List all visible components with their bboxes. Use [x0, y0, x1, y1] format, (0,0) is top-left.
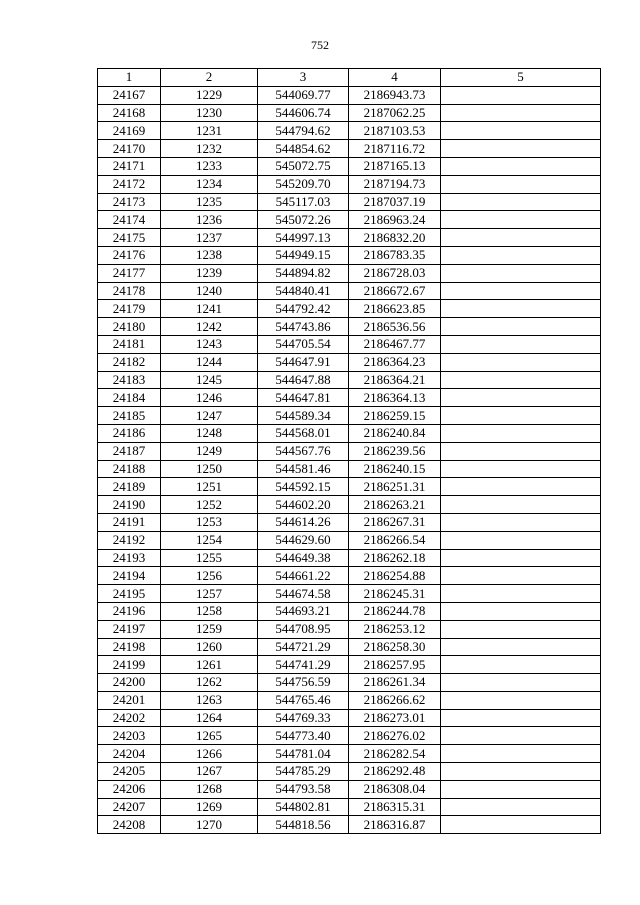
- table-cell: 24200: [98, 674, 161, 692]
- table-cell: 2186308.04: [349, 780, 441, 798]
- table-cell: 24182: [98, 353, 161, 371]
- table-cell: [441, 780, 601, 798]
- table-row: [98, 531, 601, 549]
- table-row: [98, 709, 601, 727]
- table-cell: 2186364.13: [349, 389, 441, 407]
- table-cell: 544592.15: [258, 478, 349, 496]
- table-row: [98, 460, 601, 478]
- table-cell: 2186364.23: [349, 353, 441, 371]
- table-cell: 544661.22: [258, 567, 349, 585]
- table-cell: 2186273.01: [349, 709, 441, 727]
- table-row: [98, 86, 601, 104]
- table-cell: 2186963.24: [349, 211, 441, 229]
- table-cell: [441, 674, 601, 692]
- table-cell: 2186282.54: [349, 745, 441, 763]
- table-cell: [441, 335, 601, 353]
- table-cell: 2186783.35: [349, 246, 441, 264]
- table-cell: 24191: [98, 513, 161, 531]
- table-cell: 544792.42: [258, 300, 349, 318]
- table-cell: [441, 567, 601, 585]
- table-cell: [441, 193, 601, 211]
- table-cell: 1250: [161, 460, 258, 478]
- table-cell: 2186316.87: [349, 816, 441, 834]
- table-cell: 24194: [98, 567, 161, 585]
- table-cell: 24198: [98, 638, 161, 656]
- table-cell: [441, 638, 601, 656]
- table-cell: 544741.29: [258, 656, 349, 674]
- table-row: [98, 602, 601, 620]
- table-cell: 2186261.34: [349, 674, 441, 692]
- table-cell: 24178: [98, 282, 161, 300]
- table-cell: 2186259.15: [349, 407, 441, 425]
- table-cell: 24199: [98, 656, 161, 674]
- table-row: [98, 335, 601, 353]
- table-cell: 544568.01: [258, 424, 349, 442]
- table-cell: 2186672.67: [349, 282, 441, 300]
- table-row: [98, 122, 601, 140]
- column-header: 4: [349, 69, 441, 87]
- table-cell: 2186258.30: [349, 638, 441, 656]
- table-cell: 2186245.31: [349, 585, 441, 603]
- table-cell: 544629.60: [258, 531, 349, 549]
- table-cell: 2186262.18: [349, 549, 441, 567]
- table-cell: 24189: [98, 478, 161, 496]
- table-cell: 544721.29: [258, 638, 349, 656]
- table-row: [98, 727, 601, 745]
- table-cell: 1239: [161, 264, 258, 282]
- table-cell: 2186266.62: [349, 691, 441, 709]
- table-cell: 1261: [161, 656, 258, 674]
- table-row: [98, 549, 601, 567]
- table-cell: 1240: [161, 282, 258, 300]
- table-row: [98, 193, 601, 211]
- table-cell: 1266: [161, 745, 258, 763]
- table-cell: 1248: [161, 424, 258, 442]
- table-row: [98, 638, 601, 656]
- table-row: [98, 424, 601, 442]
- table-cell: 2186251.31: [349, 478, 441, 496]
- table-cell: [441, 602, 601, 620]
- table-row: [98, 246, 601, 264]
- table-cell: 2186244.78: [349, 602, 441, 620]
- table-cell: 544840.41: [258, 282, 349, 300]
- table-cell: 24206: [98, 780, 161, 798]
- table-cell: 1263: [161, 691, 258, 709]
- table-cell: 544708.95: [258, 620, 349, 638]
- table-cell: 544802.81: [258, 798, 349, 816]
- table-row: [98, 478, 601, 496]
- table-row: [98, 620, 601, 638]
- table-cell: 1241: [161, 300, 258, 318]
- table-cell: [441, 407, 601, 425]
- table-cell: 544693.21: [258, 602, 349, 620]
- table-cell: 2186276.02: [349, 727, 441, 745]
- table-cell: 2186263.21: [349, 496, 441, 514]
- table-cell: 24177: [98, 264, 161, 282]
- table-cell: 2186267.31: [349, 513, 441, 531]
- table-cell: 544069.77: [258, 86, 349, 104]
- table-cell: 1230: [161, 104, 258, 122]
- table-cell: 1234: [161, 175, 258, 193]
- table-cell: 1247: [161, 407, 258, 425]
- table-cell: 545072.75: [258, 157, 349, 175]
- table-cell: 24183: [98, 371, 161, 389]
- table-cell: 24203: [98, 727, 161, 745]
- table-cell: 1257: [161, 585, 258, 603]
- table-cell: [441, 371, 601, 389]
- table-cell: [441, 816, 601, 834]
- table-cell: [441, 389, 601, 407]
- table-cell: [441, 585, 601, 603]
- table-cell: 1267: [161, 763, 258, 781]
- table-cell: 2186254.88: [349, 567, 441, 585]
- table-cell: 1252: [161, 496, 258, 514]
- table-cell: 1249: [161, 442, 258, 460]
- table-cell: [441, 140, 601, 158]
- table-cell: [441, 246, 601, 264]
- table-row: [98, 104, 601, 122]
- table-cell: 1251: [161, 478, 258, 496]
- column-header: 5: [441, 69, 601, 87]
- table-cell: 24204: [98, 745, 161, 763]
- table-body: [98, 86, 601, 833]
- table-cell: 2186467.77: [349, 335, 441, 353]
- table-row: [98, 300, 601, 318]
- table-row: [98, 674, 601, 692]
- table-cell: 2186943.73: [349, 86, 441, 104]
- table-cell: [441, 442, 601, 460]
- table-cell: [441, 175, 601, 193]
- table-cell: [441, 763, 601, 781]
- table-row: [98, 407, 601, 425]
- table-cell: [441, 424, 601, 442]
- table-cell: [441, 478, 601, 496]
- table-cell: 544756.59: [258, 674, 349, 692]
- table-cell: 24195: [98, 585, 161, 603]
- table-cell: 544589.34: [258, 407, 349, 425]
- table-cell: 544769.33: [258, 709, 349, 727]
- table-cell: 24169: [98, 122, 161, 140]
- table-row: [98, 691, 601, 709]
- table-cell: 544854.62: [258, 140, 349, 158]
- table-cell: 544743.86: [258, 318, 349, 336]
- table-cell: 1256: [161, 567, 258, 585]
- table-cell: 1242: [161, 318, 258, 336]
- table-row: [98, 442, 601, 460]
- table-cell: 2186364.21: [349, 371, 441, 389]
- table-row: [98, 567, 601, 585]
- table-cell: 544785.29: [258, 763, 349, 781]
- table-cell: 1229: [161, 86, 258, 104]
- table-cell: 1246: [161, 389, 258, 407]
- table-cell: 545209.70: [258, 175, 349, 193]
- table-row: [98, 211, 601, 229]
- table-cell: 24201: [98, 691, 161, 709]
- table-cell: [441, 798, 601, 816]
- table-row: [98, 763, 601, 781]
- table-cell: [441, 460, 601, 478]
- table-cell: 24205: [98, 763, 161, 781]
- table-cell: 2187116.72: [349, 140, 441, 158]
- table-cell: 545072.26: [258, 211, 349, 229]
- table-cell: 2186240.15: [349, 460, 441, 478]
- table-cell: [441, 229, 601, 247]
- table-cell: 545117.03: [258, 193, 349, 211]
- table-cell: 2187062.25: [349, 104, 441, 122]
- table-cell: 1268: [161, 780, 258, 798]
- table-row: [98, 157, 601, 175]
- table-cell: 1232: [161, 140, 258, 158]
- table-row: [98, 318, 601, 336]
- table-cell: 24179: [98, 300, 161, 318]
- table-row: [98, 816, 601, 834]
- table-row: [98, 229, 601, 247]
- table-row: [98, 496, 601, 514]
- table-cell: 1258: [161, 602, 258, 620]
- table-cell: 544606.74: [258, 104, 349, 122]
- table-cell: 544581.46: [258, 460, 349, 478]
- table-cell: 544793.58: [258, 780, 349, 798]
- table-cell: 2186239.56: [349, 442, 441, 460]
- table-cell: 2187103.53: [349, 122, 441, 140]
- table-cell: 24196: [98, 602, 161, 620]
- table-cell: 24190: [98, 496, 161, 514]
- table-cell: [441, 282, 601, 300]
- table-row: [98, 140, 601, 158]
- page-number: 752: [311, 38, 329, 52]
- table-row: [98, 282, 601, 300]
- table-cell: 544647.91: [258, 353, 349, 371]
- table-cell: 544602.20: [258, 496, 349, 514]
- table-cell: 24181: [98, 335, 161, 353]
- table-cell: 2186623.85: [349, 300, 441, 318]
- table-cell: 544649.38: [258, 549, 349, 567]
- table-cell: 1254: [161, 531, 258, 549]
- table-cell: [441, 709, 601, 727]
- table-cell: 1269: [161, 798, 258, 816]
- table-cell: 544894.82: [258, 264, 349, 282]
- table-cell: 544614.26: [258, 513, 349, 531]
- table-cell: 24208: [98, 816, 161, 834]
- table-cell: 24188: [98, 460, 161, 478]
- table-cell: 1237: [161, 229, 258, 247]
- table-cell: 24186: [98, 424, 161, 442]
- table-cell: 544674.58: [258, 585, 349, 603]
- table-row: [98, 780, 601, 798]
- table-cell: 24197: [98, 620, 161, 638]
- table-cell: [441, 211, 601, 229]
- table-cell: 544567.76: [258, 442, 349, 460]
- table-cell: 24174: [98, 211, 161, 229]
- table-cell: 1243: [161, 335, 258, 353]
- table-cell: 24175: [98, 229, 161, 247]
- table-cell: 1233: [161, 157, 258, 175]
- table-row: [98, 371, 601, 389]
- table-cell: 2187037.19: [349, 193, 441, 211]
- table-row: [98, 585, 601, 603]
- table-cell: 1231: [161, 122, 258, 140]
- table-cell: 2187194.73: [349, 175, 441, 193]
- table-cell: 544773.40: [258, 727, 349, 745]
- table-cell: [441, 549, 601, 567]
- table-cell: 2186240.84: [349, 424, 441, 442]
- table-cell: 544997.13: [258, 229, 349, 247]
- table-cell: 544818.56: [258, 816, 349, 834]
- table-row: [98, 745, 601, 763]
- table-cell: 24207: [98, 798, 161, 816]
- table-cell: [441, 496, 601, 514]
- table-cell: [441, 122, 601, 140]
- table-cell: [441, 104, 601, 122]
- table-cell: 1235: [161, 193, 258, 211]
- table-header-row: [98, 69, 601, 87]
- table-cell: [441, 691, 601, 709]
- table-row: [98, 656, 601, 674]
- table-cell: 1264: [161, 709, 258, 727]
- table-cell: 24167: [98, 86, 161, 104]
- table-cell: 1270: [161, 816, 258, 834]
- table-row: [98, 513, 601, 531]
- table-cell: 24176: [98, 246, 161, 264]
- table-cell: [441, 745, 601, 763]
- table-cell: 1245: [161, 371, 258, 389]
- column-header: 1: [98, 69, 161, 87]
- table-cell: [441, 727, 601, 745]
- table-cell: 24192: [98, 531, 161, 549]
- table-cell: [441, 86, 601, 104]
- table-cell: [441, 300, 601, 318]
- table-row: [98, 264, 601, 282]
- table-cell: 2186315.31: [349, 798, 441, 816]
- table-cell: [441, 513, 601, 531]
- table-cell: 24172: [98, 175, 161, 193]
- table-cell: 2186257.95: [349, 656, 441, 674]
- table-cell: [441, 157, 601, 175]
- table-row: [98, 389, 601, 407]
- table-cell: 2187165.13: [349, 157, 441, 175]
- table-cell: 1253: [161, 513, 258, 531]
- table-cell: [441, 531, 601, 549]
- table-cell: 2186536.56: [349, 318, 441, 336]
- table-cell: 544647.88: [258, 371, 349, 389]
- table-cell: 2186728.03: [349, 264, 441, 282]
- table-cell: 1244: [161, 353, 258, 371]
- table-cell: 544781.04: [258, 745, 349, 763]
- table-cell: [441, 620, 601, 638]
- table-cell: 24184: [98, 389, 161, 407]
- table-cell: 1262: [161, 674, 258, 692]
- table-cell: 24193: [98, 549, 161, 567]
- table-cell: [441, 656, 601, 674]
- table-cell: 1259: [161, 620, 258, 638]
- table-cell: 2186292.48: [349, 763, 441, 781]
- table-cell: [441, 264, 601, 282]
- table-cell: 24180: [98, 318, 161, 336]
- table-cell: 1265: [161, 727, 258, 745]
- table-cell: 544705.54: [258, 335, 349, 353]
- table-cell: 2186266.54: [349, 531, 441, 549]
- column-header: 2: [161, 69, 258, 87]
- table-cell: 544647.81: [258, 389, 349, 407]
- table-cell: 1255: [161, 549, 258, 567]
- table-cell: 1236: [161, 211, 258, 229]
- table-row: [98, 175, 601, 193]
- table-cell: 544765.46: [258, 691, 349, 709]
- table-cell: 24185: [98, 407, 161, 425]
- table-cell: 1260: [161, 638, 258, 656]
- table-row: [98, 798, 601, 816]
- table-cell: 24170: [98, 140, 161, 158]
- table-cell: 2186832.20: [349, 229, 441, 247]
- coordinates-table: [97, 68, 601, 834]
- table-cell: 544794.62: [258, 122, 349, 140]
- table-cell: 24202: [98, 709, 161, 727]
- table-cell: 24171: [98, 157, 161, 175]
- column-header: 3: [258, 69, 349, 87]
- table-cell: 24173: [98, 193, 161, 211]
- table-cell: 1238: [161, 246, 258, 264]
- table-cell: 544949.15: [258, 246, 349, 264]
- table-cell: [441, 318, 601, 336]
- table-cell: 2186253.12: [349, 620, 441, 638]
- table-row: [98, 353, 601, 371]
- table-cell: 24168: [98, 104, 161, 122]
- table-cell: 24187: [98, 442, 161, 460]
- table-cell: [441, 353, 601, 371]
